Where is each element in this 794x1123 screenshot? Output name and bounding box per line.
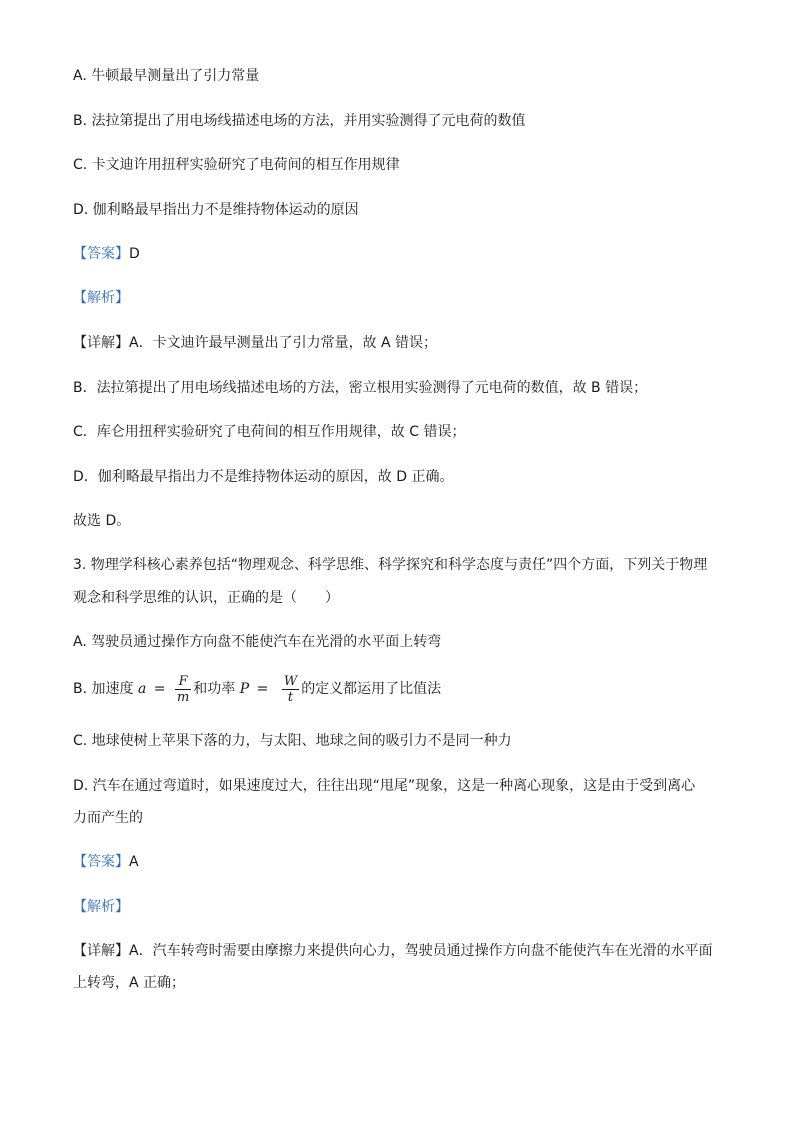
q2-detail-d: D．伽利略最早指出力不是维持物体运动的原因，故 D 正确。	[73, 469, 454, 485]
detail-a-text: A．汽车转弯时需要由摩擦力来提供向心力，驾驶员通过操作方向盘不能使汽车在光滑的水平面	[129, 943, 713, 959]
answer-tag: 【答案】	[73, 246, 129, 262]
accel-fraction	[175, 674, 191, 705]
q3-analysis-tag: 【解析】	[73, 899, 129, 915]
equals-sign-2: =	[256, 681, 269, 697]
equals-sign: =	[153, 681, 166, 697]
fraction-denominator: m	[176, 689, 190, 705]
q3-detail-a-line1	[73, 941, 713, 961]
q3-detail-a-line2: 上转弯，A 正确；	[73, 975, 186, 991]
q2-option-a: A. 牛顿最早测量出了引力常量	[73, 68, 260, 84]
q2-option-b: B. 法拉第提出了用电场线描述电场的方法，并用实验测得了元电荷的数值	[73, 113, 526, 129]
fraction-numerator: F	[175, 674, 191, 690]
q3-option-b	[73, 672, 441, 706]
power-fraction	[282, 674, 299, 705]
option-b-mid: 和功率	[193, 681, 236, 697]
q2-conclusion: 故选 D。	[73, 513, 131, 529]
detail-tag: 【详解】	[73, 943, 129, 959]
accel-variable: a	[137, 681, 147, 697]
q2-option-c: C. 卡文迪许用扭秤实验研究了电荷间的相互作用规律	[73, 157, 400, 173]
q3-option-a: A. 驾驶员通过操作方向盘不能使汽车在光滑的水平面上转弯	[73, 634, 442, 650]
option-b-prefix: B. 加速度	[73, 681, 134, 697]
detail-a-text: A．卡文迪许最早测量出了引力常量，故 A 错误；	[129, 335, 438, 351]
answer-value: D	[129, 246, 140, 262]
q2-option-d: D. 伽利略最早指出力不是维持物体运动的原因	[73, 202, 359, 218]
q3-option-d-line1: D. 汽车在通过弯道时，如果速度过大，往往出现“甩尾”现象，这是一种离心现象，这是由于受到离心	[73, 778, 696, 794]
q3-option-c: C. 地球使树上苹果下落的力，与太阳、地球之间的吸引力不是同一种力	[73, 733, 512, 749]
q2-analysis-tag: 【解析】	[73, 290, 129, 306]
fraction-numerator: W	[283, 673, 298, 689]
answer-value: A	[129, 854, 139, 870]
q2-detail-b: B．法拉第提出了用电场线描述电场的方法，密立根用实验测得了元电荷的数值，故 B 错误；	[73, 380, 648, 396]
q3-stem-line1: 3. 物理学科核心素养包括“物理观念、科学思维、科学探究和科学态度与责任”四个方面，下列关于物理	[73, 557, 708, 573]
q3-stem-line2: 观念和科学思维的认识，正确的是（ ）	[73, 590, 339, 606]
fraction-denominator: t	[287, 689, 294, 705]
q2-detail-a	[73, 333, 437, 353]
q3-option-d-line2: 力而产生的	[73, 810, 143, 826]
option-b-suffix: 的定义都运用了比值法	[301, 681, 442, 697]
detail-tag: 【详解】	[73, 335, 129, 351]
q3-answer	[73, 852, 139, 872]
power-variable: P	[239, 681, 250, 697]
answer-tag: 【答案】	[73, 854, 129, 870]
q2-answer	[73, 244, 140, 264]
q2-detail-c: C．库仑用扭秤实验研究了电荷间的相互作用规律，故 C 错误；	[73, 424, 466, 440]
